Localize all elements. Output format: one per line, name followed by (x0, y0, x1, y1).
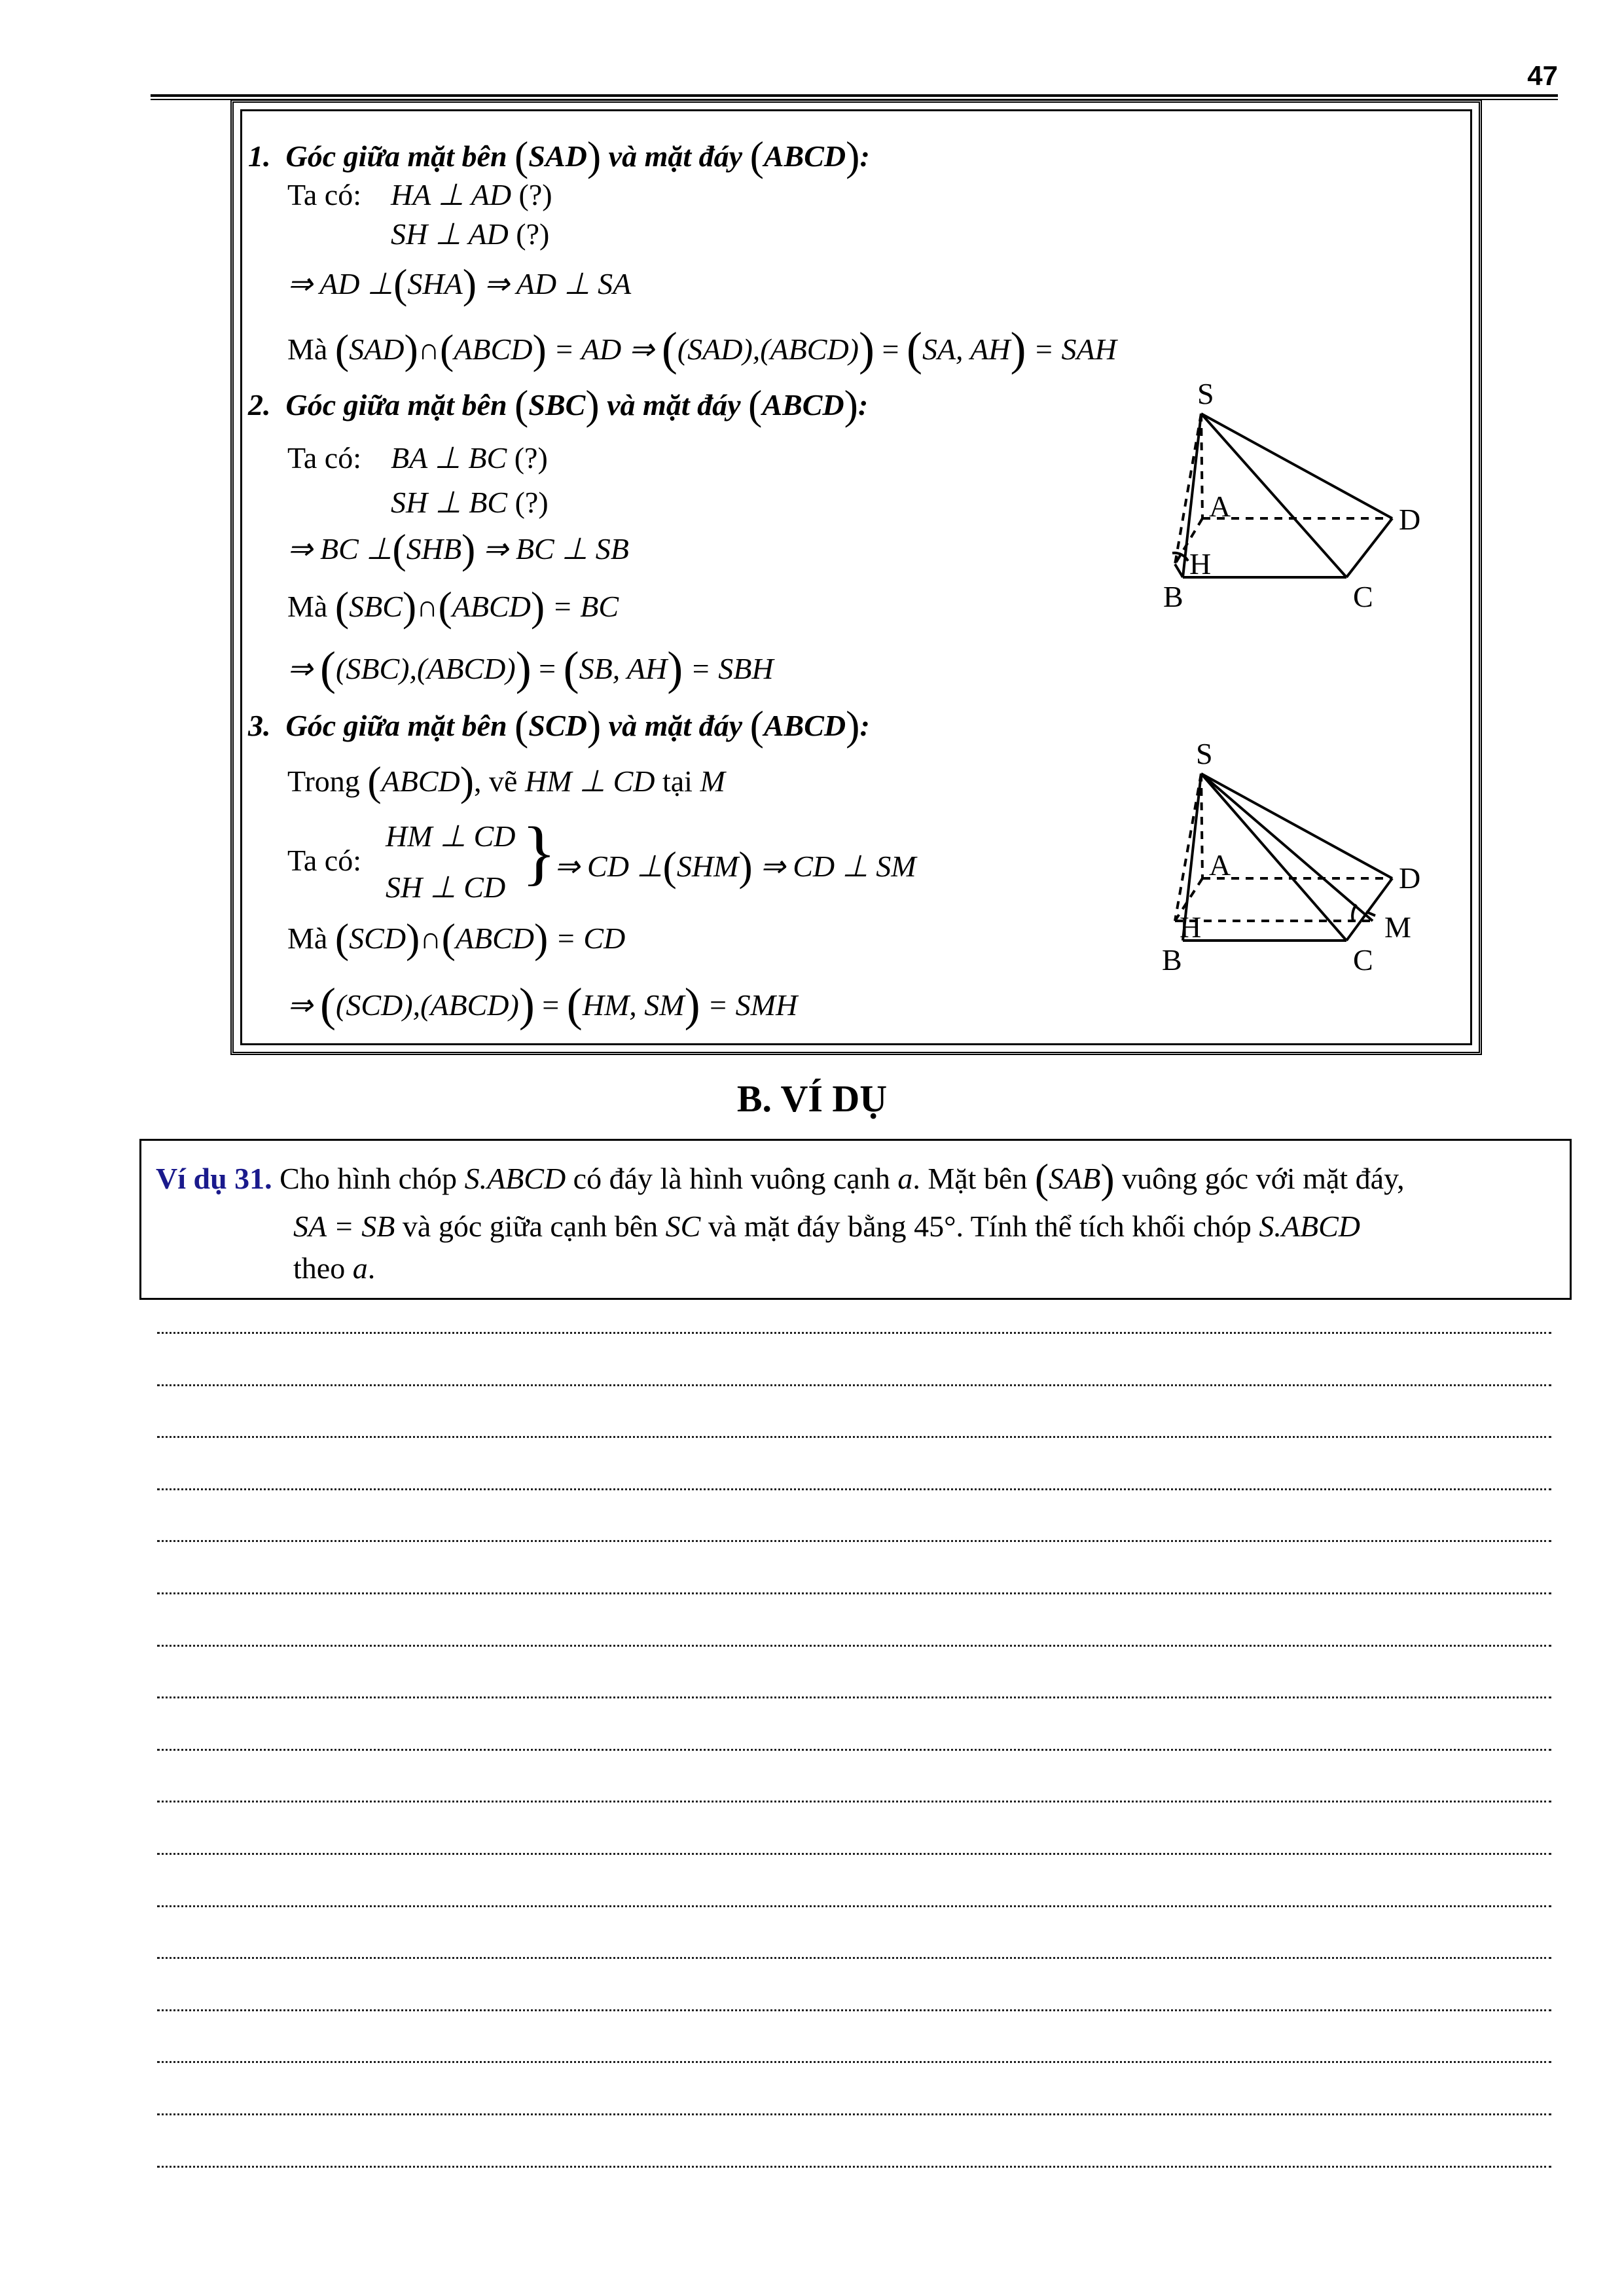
example-line-3: theo a. (293, 1251, 376, 1285)
example-box (139, 1139, 1572, 1300)
item1-implication: ⇒ AD ⊥(SHA) ⇒ AD ⊥ SA (287, 260, 632, 307)
edge-sm (1201, 774, 1373, 921)
answer-line[interactable] (157, 2113, 1551, 2115)
section-title: B. VÍ DỤ (736, 1077, 888, 1120)
example-label: Ví dụ 31. (156, 1162, 272, 1195)
label-d: D (1399, 861, 1421, 895)
angle-mark (1352, 905, 1356, 921)
answer-line[interactable] (157, 1436, 1551, 1438)
example-line-2: SA = SB và góc giữa cạnh bên SC và mặt đáy bằng 45°. Tính thể tích khối chóp S.ABCD (293, 1210, 1360, 1243)
item2-ta-co: Ta có: (287, 441, 362, 475)
label-b: B (1162, 943, 1182, 977)
answer-line[interactable] (157, 1540, 1551, 1542)
edge-sa (1201, 414, 1202, 518)
item3-implication: ⇒ CD ⊥(SHM) ⇒ CD ⊥ SM (554, 843, 916, 889)
system-brace: } (522, 812, 556, 892)
edge-sa (1201, 774, 1202, 878)
answer-line[interactable] (157, 1592, 1551, 1594)
label-b: B (1163, 580, 1183, 613)
item2-line2: SH ⊥ BC (?) (391, 486, 549, 519)
answer-line[interactable] (157, 1645, 1551, 1647)
label-a: A (1209, 848, 1231, 882)
item2-line1: BA ⊥ BC (?) (391, 441, 548, 475)
item1-title: 1. Góc giữa mặt bên (SAD) và mặt đáy (ABCD): (248, 133, 870, 179)
item2-intersection: Mà (SBC)∩(ABCD) = BC (287, 583, 619, 630)
item3-construction: Trong (ABCD), vẽ HM ⊥ CD tại M (287, 758, 725, 804)
label-c: C (1353, 943, 1373, 977)
item3-conclusion: ⇒ ((SCD),(ABCD)) = (HM, SM) = SMH (287, 978, 798, 1031)
pyramid-diagram-2 (1104, 738, 1458, 1039)
item1-ta-co: Ta có: (287, 178, 362, 211)
item1-line2: SH ⊥ AD (?) (391, 217, 550, 251)
answer-line[interactable] (157, 1749, 1551, 1751)
label-h: H (1180, 910, 1202, 944)
answer-line[interactable] (157, 2061, 1551, 2063)
answer-line[interactable] (157, 1384, 1551, 1386)
label-m: M (1384, 910, 1411, 944)
answer-line[interactable] (157, 2009, 1551, 2011)
edge-hb (1175, 564, 1183, 577)
edge-cd (1346, 518, 1392, 577)
item3-system-line2: SH ⊥ CD (386, 870, 506, 904)
label-a: A (1209, 490, 1231, 523)
answer-line[interactable] (157, 1853, 1551, 1855)
item1-conclusion: Mà (SAD)∩(ABCD) = AD ⇒ ((SAD),(ABCD)) = (SA, AH) = SAH (287, 323, 1117, 375)
item3-system-line1: HM ⊥ CD (386, 819, 516, 853)
theory-box (230, 99, 1482, 1055)
label-d: D (1399, 503, 1421, 536)
answer-line[interactable] (157, 1905, 1551, 1907)
answer-line[interactable] (157, 1332, 1551, 1334)
label-s: S (1196, 738, 1213, 770)
item2-conclusion: ⇒ ((SBC),(ABCD)) = (SB, AH) = SBH (287, 642, 774, 694)
item1-line1: HA ⊥ AD (?) (391, 178, 552, 211)
answer-line[interactable] (157, 1957, 1551, 1959)
page-number: 47 (1527, 60, 1558, 91)
item2-title: 2. Góc giữa mặt bên (SBC) và mặt đáy (ABCD): (248, 382, 869, 428)
label-s: S (1197, 378, 1214, 410)
answer-line[interactable] (157, 1801, 1551, 1803)
header-rule (151, 94, 1558, 97)
answer-line[interactable] (157, 1488, 1551, 1490)
item2-implication: ⇒ BC ⊥(SHB) ⇒ BC ⊥ SB (287, 526, 629, 572)
example-line-1: Ví dụ 31. Cho hình chóp S.ABCD có đáy là hình vuông cạnh a. Mặt bên (SAB) vuông góc với mặt đáy, (156, 1155, 1405, 1202)
answer-line[interactable] (157, 1696, 1551, 1698)
item3-title: 3. Góc giữa mặt bên (SCD) và mặt đáy (ABCD): (248, 702, 870, 749)
pyramid-diagram-1 (1104, 378, 1458, 797)
answer-line[interactable] (157, 2166, 1551, 2168)
item3-intersection: Mà (SCD)∩(ABCD) = CD (287, 915, 626, 961)
label-c: C (1353, 580, 1373, 613)
label-h: H (1189, 547, 1212, 581)
item3-ta-co: Ta có: (287, 844, 362, 877)
